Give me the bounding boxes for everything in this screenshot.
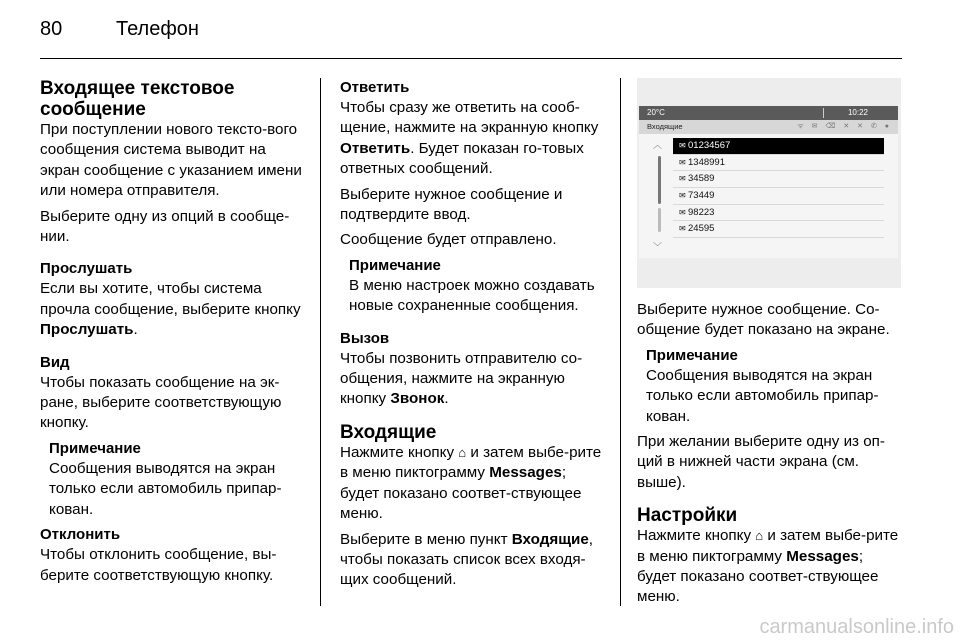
message-list-item[interactable] bbox=[673, 155, 884, 172]
note-heading: Примечание bbox=[49, 439, 141, 457]
note-text: В меню настроек можно создавать новые сохраненные сообщения. bbox=[349, 276, 595, 315]
scroll-track bbox=[658, 208, 661, 232]
sent-paragraph: Сообщение будет отправлено. bbox=[340, 231, 557, 249]
message-sender: 1348991 bbox=[688, 156, 725, 168]
column-1 bbox=[40, 78, 308, 586]
message-sender: 24595 bbox=[688, 223, 715, 235]
note-box bbox=[40, 439, 308, 520]
message-sender: 01234567 bbox=[688, 140, 731, 151]
message-list-area bbox=[639, 134, 898, 258]
listen-heading: Прослушать bbox=[40, 260, 133, 278]
status-bar bbox=[639, 106, 898, 120]
note-box bbox=[340, 256, 606, 317]
screen-title-bar bbox=[639, 120, 898, 134]
inbox-paragraph: Нажмите кнопку ⌂ и затем выбе-рите в меню пиктограмму Messages; будет показано соответ-ствующее меню. bbox=[340, 443, 602, 523]
message-list bbox=[673, 138, 884, 238]
message-sender: 73449 bbox=[688, 190, 715, 202]
choose-option-paragraph: Выберите одну из опций в сообще-нии. bbox=[40, 207, 290, 246]
column-3 bbox=[637, 300, 903, 608]
column-divider-2 bbox=[620, 78, 621, 606]
message-sender: 34589 bbox=[688, 173, 715, 185]
listen-paragraph: Если вы хотите, чтобы система прочла сообщение, выберите кнопку Прослушать. bbox=[40, 280, 301, 339]
note-heading: Примечание bbox=[349, 256, 441, 274]
message-icon: ✉ bbox=[679, 141, 686, 150]
status-icons: ᯤ ✉ ⌫ ✕ ✕ ✆ ● bbox=[797, 123, 892, 130]
note-text: Сообщения выводятся на экран только если автомобиль припар-кован. bbox=[49, 459, 282, 518]
call-keyword: Звонок bbox=[390, 390, 445, 408]
section-title-incoming-sms: Входящее текстовое сообщение bbox=[40, 78, 235, 120]
message-sender: 98223 bbox=[688, 206, 715, 218]
settings-paragraph: Нажмите кнопку ⌂ и затем выбе-рите в меню пиктограмму Messages; будет показано соответ-ствующее меню. bbox=[637, 527, 899, 606]
status-separator bbox=[823, 108, 824, 118]
reply-paragraph: Чтобы сразу же ответить на сооб-щение, нажмите на экранную кнопку Ответить. Будет показан го-товых ответных сообщений. bbox=[340, 99, 599, 178]
reply-keyword: Ответить bbox=[340, 139, 411, 157]
page-number: 80 bbox=[40, 18, 63, 40]
messages-keyword: Messages bbox=[786, 547, 859, 565]
view-heading: Вид bbox=[40, 353, 70, 371]
message-list-item[interactable] bbox=[673, 171, 884, 188]
clock-readout: 10:22 bbox=[847, 108, 868, 117]
intro-paragraph: При поступлении нового тексто-вого сообщения система выводит на экран сообщение с указанием имени или номера отправителя. bbox=[40, 121, 302, 200]
view-paragraph: Чтобы показать сообщение на эк-ране, выберите соответствующую кнопку. bbox=[40, 373, 282, 432]
message-icon: ✉ bbox=[679, 191, 686, 201]
watermark: carmanualsonline.info bbox=[759, 616, 954, 638]
message-list-item[interactable] bbox=[673, 205, 884, 222]
scroll-down-icon[interactable]: ﹀ bbox=[653, 242, 663, 252]
inbox-select-paragraph: Выберите в меню пункт Входящие, чтобы показать список всех входя-щих сообщений. bbox=[340, 530, 594, 589]
message-icon: ✉ bbox=[679, 174, 686, 184]
section-title-inbox: Входящие bbox=[340, 421, 437, 443]
note-text: Сообщения выводятся на экран только если автомобиль припар-кован. bbox=[646, 366, 879, 425]
option-paragraph: При желании выберите одну из оп-ций в нижней части экрана (см. выше). bbox=[637, 433, 885, 491]
temperature-readout: 20°C bbox=[647, 108, 665, 117]
reject-heading: Отклонить bbox=[40, 526, 121, 544]
inbox-keyword: Входящие bbox=[511, 530, 589, 548]
messages-keyword: Messages bbox=[489, 464, 562, 482]
scrollbar[interactable] bbox=[649, 138, 669, 254]
screen-title: Входящие bbox=[647, 122, 683, 131]
call-heading: Вызов bbox=[340, 329, 390, 347]
home-icon: ⌂ bbox=[458, 444, 467, 460]
scroll-thumb[interactable] bbox=[658, 156, 661, 204]
infotainment-screen bbox=[639, 106, 898, 258]
message-list-item[interactable] bbox=[673, 221, 884, 238]
chapter-title: Телефон bbox=[116, 18, 199, 40]
message-icon: ✉ bbox=[679, 224, 686, 234]
section-title-settings: Настройки bbox=[637, 505, 738, 527]
message-icon: ✉ bbox=[679, 157, 686, 167]
call-paragraph: Чтобы позвонить отправителю со-общения, нажмите на экранную кнопку Звонок. bbox=[340, 349, 583, 408]
note-heading: Примечание bbox=[646, 346, 738, 364]
column-2 bbox=[340, 78, 606, 591]
page-header bbox=[40, 18, 902, 59]
reject-paragraph: Чтобы отклонить сообщение, вы-берите соответствующую кнопку. bbox=[40, 546, 277, 584]
column-divider-1 bbox=[320, 78, 321, 606]
screen-illustration bbox=[637, 78, 901, 288]
select-paragraph: Выберите нужное сообщение и подтвердите ввод. bbox=[340, 185, 563, 224]
select-message-paragraph: Выберите нужное сообщение. Со-общение будет показано на экране. bbox=[637, 301, 890, 339]
scroll-up-icon[interactable]: ︿ bbox=[653, 140, 663, 150]
home-icon: ⌂ bbox=[755, 528, 764, 544]
reply-heading: Ответить bbox=[340, 79, 410, 96]
listen-keyword: Прослушать bbox=[40, 321, 134, 339]
note-box bbox=[637, 346, 903, 427]
message-icon: ✉ bbox=[679, 207, 686, 217]
message-list-item[interactable] bbox=[673, 138, 884, 155]
message-list-item[interactable] bbox=[673, 188, 884, 205]
